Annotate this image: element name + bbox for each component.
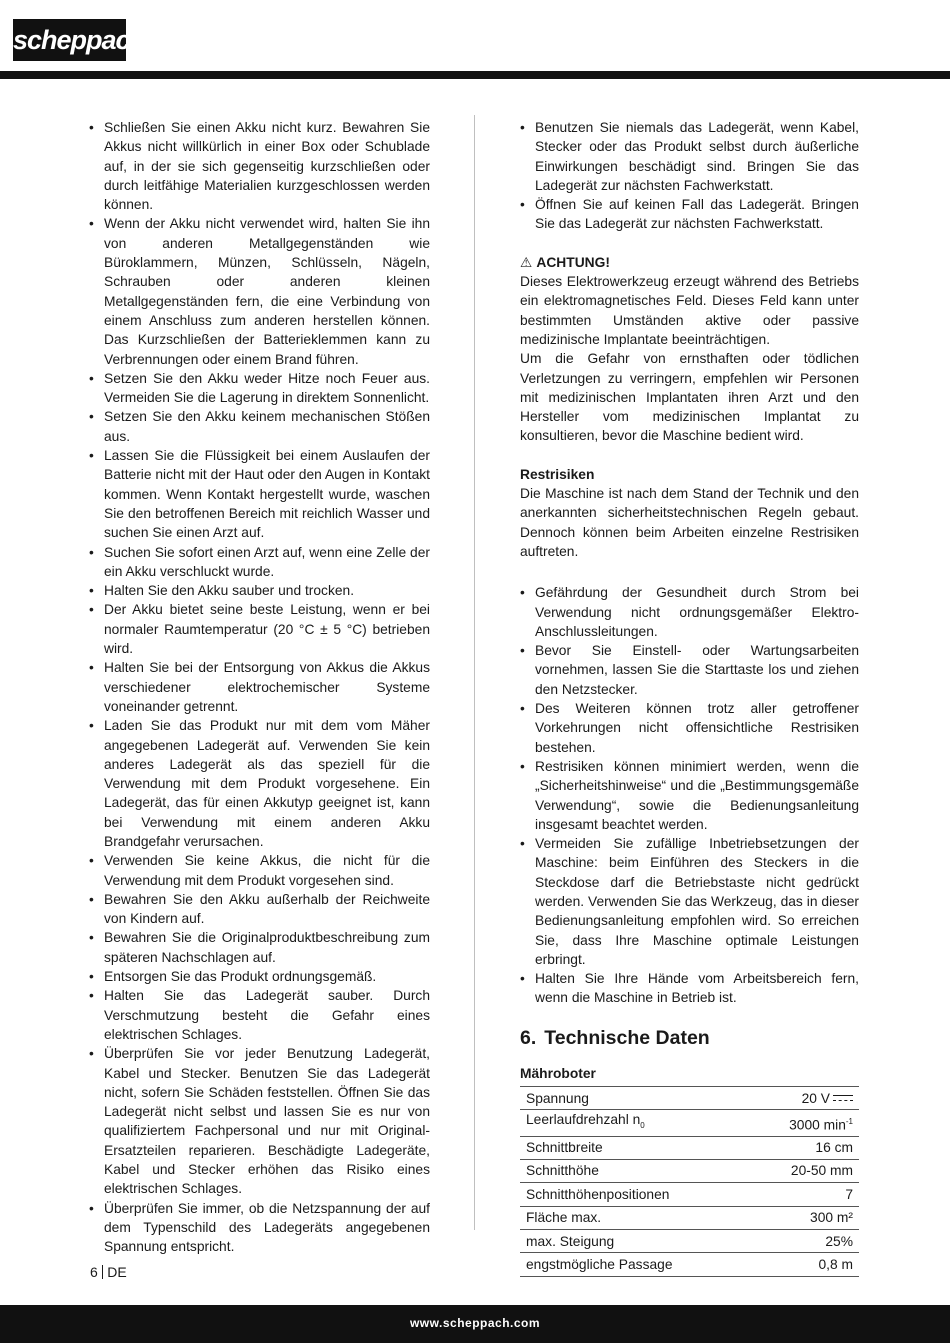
footer-url: www.scheppach.com (409, 1316, 541, 1330)
safety-bullet-list (89, 118, 430, 1257)
list-item: • Suchen Sie sofort einen Arzt auf, wenn eine Zelle der ein Akku verschluckt wurde. (89, 543, 430, 582)
spec-label: Leerlaufdrehzahl $n_0$ (526, 1112, 645, 1131)
list-item: • Laden Sie das Produkt nur mit dem vom Mäher angegebenen Ladegerät auf. Verwenden Sie kein anderes Ladegerät als das speziell für die Verwendung mit dem Produkt vorgesehene. Ein Ladegerät, das für einen Akkutyp geeignet ist, kann bei Verwendung mit einem anderen Akku Brandgefahr verursachen. (89, 716, 430, 851)
section-title-text: Technische Daten (544, 1026, 710, 1049)
list-item: • Wenn der Akku nicht verwendet wird, halten Sie ihn von anderen Metallgegenständen wie Büroklammern, Münzen, Schlüsseln, Nägeln, Schrauben oder anderen kleinen Metallgegenständen fern, die eine Verbindung von einem Anschluss zum anderen herstellen können. Das Kurzschließen der Batterieklemmen kann zu Verbrennungen oder einem Brand führen. (89, 214, 430, 368)
spec-value: 16 cm (815, 1140, 853, 1156)
left-column (89, 118, 430, 1257)
warning-title: ACHTUNG! (536, 254, 610, 270)
list-item: • Verwenden Sie keine Akkus, die nicht für die Verwendung mit dem Produkt vorgesehen sind. (89, 851, 430, 890)
list-item: • Entsorgen Sie das Produkt ordnungsgemäß. (89, 967, 430, 986)
spec-value: 20 V (749, 1087, 859, 1110)
scheppach-logo: scheppach (13, 19, 126, 61)
list-item: • Gefährdung der Gesundheit durch Strom bei Verwendung nicht ordnungsgemäßer Elektro-Anschlussleitungen. (520, 583, 859, 641)
footer-bar (0, 1305, 950, 1343)
spec-value: 3000 $\min^{-1}$ (789, 1116, 853, 1133)
list-item: • Bevor Sie Einstell- oder Wartungsarbeiten vornehmen, lassen Sie die Starttaste los und ziehen den Netzstecker. (520, 641, 859, 699)
section-title (520, 1026, 859, 1050)
warning-triangle-icon: ⚠ (520, 254, 533, 270)
column-divider (474, 115, 475, 1230)
table-row (520, 1206, 859, 1229)
list-item: • Halten Sie bei der Entsorgung von Akkus die Akkus verschiedener elektrochemischer Systeme voneinander getrennt. (89, 658, 430, 716)
spec-label: Schnitthöhenpositionen (526, 1186, 670, 1202)
table-row (520, 1230, 859, 1253)
list-item: • Setzen Sie den Akku keinem mechanischen Stößen aus. (89, 407, 430, 446)
charger-bullet-list (520, 118, 859, 234)
right-column (520, 118, 859, 1277)
warning-paragraph: Um die Gefahr von ernsthaften oder tödlichen Verletzungen zu verringern, empfehlen wir Personen mit medizinischen Implantaten ihren Arzt und den Hersteller vom medizinischen Implantat zu konsultieren, bevor die Maschine bedient wird. (520, 351, 859, 444)
warning-paragraph: Dieses Elektrowerkzeug erzeugt während des Betriebs ein elektromagnetisches Feld. Dieses Feld kann unter bestimmten Umständen aktive oder passive medizinische Implantate beeinträchtigen. (520, 274, 859, 347)
list-item: • Halten Sie das Ladegerät sauber. Durch Verschmutzung besteht die Gefahr eines elektrischen Schlages. (89, 986, 430, 1044)
spec-label: engstmögliche Passage (526, 1257, 673, 1272)
list-item: • Schließen Sie einen Akku nicht kurz. Bewahren Sie Akkus nicht willkürlich in einer Box oder Schublade auf, in der sie sich gegenseitig kurzschließen oder durch leitfähige Materialien kurzgeschlossen werden können. (89, 118, 430, 214)
list-item: • Überprüfen Sie vor jeder Benutzung Ladegerät, Kabel und Stecker. Benutzen Sie das Ladegerät nicht, sofern Sie Schäden feststellen. Öffnen Sie das Ladegerät nicht selbst und lassen Sie es nur von qualifiziertem Fachpersonal und nur mit Original-Ersatzteilen reparieren. Beschädigte Ladegeräte, Kabel und Stecker erhöhen das Risiko eines elektrischen Schlages. (89, 1044, 430, 1198)
spec-value: 0,8 m (818, 1257, 853, 1272)
list-item: • Halten Sie Ihre Hände vom Arbeitsbereich fern, wenn die Maschine in Betrieb ist. (520, 969, 859, 1008)
spec-label: Spannung (526, 1090, 589, 1106)
residual-risks-heading: Restrisiken (520, 466, 595, 482)
table-row (520, 1136, 859, 1159)
table-row (520, 1253, 859, 1276)
list-item: • Des Weiteren können trotz aller getroffener Vorkehrungen nicht offensichtliche Restrisiken bestehen. (520, 699, 859, 757)
residual-risks-intro: Die Maschine ist nach dem Stand der Technik und den anerkannten sicherheitstechnischen Regeln gebaut. Dennoch können beim Arbeiten einzelne Restrisiken auftreten. (520, 486, 859, 559)
list-item: • Setzen Sie den Akku weder Hitze noch Feuer aus. Vermeiden Sie die Lagerung in direktem Sonnenlicht. (89, 369, 430, 408)
tech-data-table (520, 1086, 859, 1277)
list-item: • Bewahren Sie die Originalproduktbeschreibung zum späteren Nachschlagen auf. (89, 928, 430, 967)
list-item: • Lassen Sie die Flüssigkeit bei einem Auslaufen der Batterie nicht mit der Haut oder den Augen in Kontakt kommen. Wenn Kontakt hergestellt wurde, waschen Sie den betroffenen Bereich mit reichlich Wasser und suchen Sie einen Arzt auf. (89, 446, 430, 542)
spec-value: 25% (825, 1233, 853, 1249)
spec-label: Schnitthöhe (526, 1163, 599, 1179)
list-item: • Benutzen Sie niemals das Ladegerät, wenn Kabel, Stecker oder das Produkt selbst durch äußerliche Einwirkungen beschädigt sind. Bringen Sie das Ladegerät zur nächsten Fachwerkstatt. (520, 118, 859, 195)
table-subtitle: Mähroboter (520, 1065, 596, 1081)
spec-label: max. Steigung (526, 1233, 615, 1249)
table-row (520, 1110, 859, 1136)
section-number: 6. (520, 1026, 537, 1049)
spec-label: Schnittbreite (526, 1140, 603, 1156)
warning-heading (520, 253, 859, 272)
header-rule (0, 71, 950, 79)
spec-value: 300 m² (810, 1210, 853, 1226)
table-row (520, 1159, 859, 1182)
list-item: • Vermeiden Sie zufällige Inbetriebsetzungen der Maschine: beim Einführen des Steckers in die Steckdose darf die Betriebstaste nicht gedrückt werden. Verwenden Sie das Werkzeug, das in dieser Bedienungsanleitung empfohlen wird. So erreichen Sie, dass Ihre Maschine optimale Leistungen erbringt. (520, 834, 859, 969)
list-item: • Der Akku bietet seine beste Leistung, wenn er bei normaler Raumtemperatur (20 °C ± 5 °C) betrieben wird. (89, 600, 430, 658)
page-number: 6 DE (90, 1264, 127, 1280)
spec-label: Fläche max. (526, 1210, 602, 1226)
list-item: • Öffnen Sie auf keinen Fall das Ladegerät. Bringen Sie das Ladegerät zur nächsten Fachwerkstatt. (520, 195, 859, 234)
residual-risks-list (520, 583, 859, 1008)
list-item: • Restrisiken können minimiert werden, wenn die „Sicherheitshinweise“ und die „Bestimmungsgemäße Verwendung“, sowie die Bedienungsanleitung insgesamt beachtet werden. (520, 757, 859, 834)
list-item: • Halten Sie den Akku sauber und trocken. (89, 581, 430, 600)
list-item: • Überprüfen Sie immer, ob die Netzspannung der auf dem Typenschild des Ladegeräts angegebenen Spannung entspricht. (89, 1199, 430, 1257)
list-item: • Bewahren Sie den Akku außerhalb der Reichweite von Kindern auf. (89, 890, 430, 929)
table-row (520, 1087, 859, 1110)
spec-value: 20-50 mm (790, 1163, 853, 1179)
direct-current-icon (833, 1095, 853, 1103)
table-row (520, 1183, 859, 1206)
spec-value: 7 (845, 1186, 853, 1202)
